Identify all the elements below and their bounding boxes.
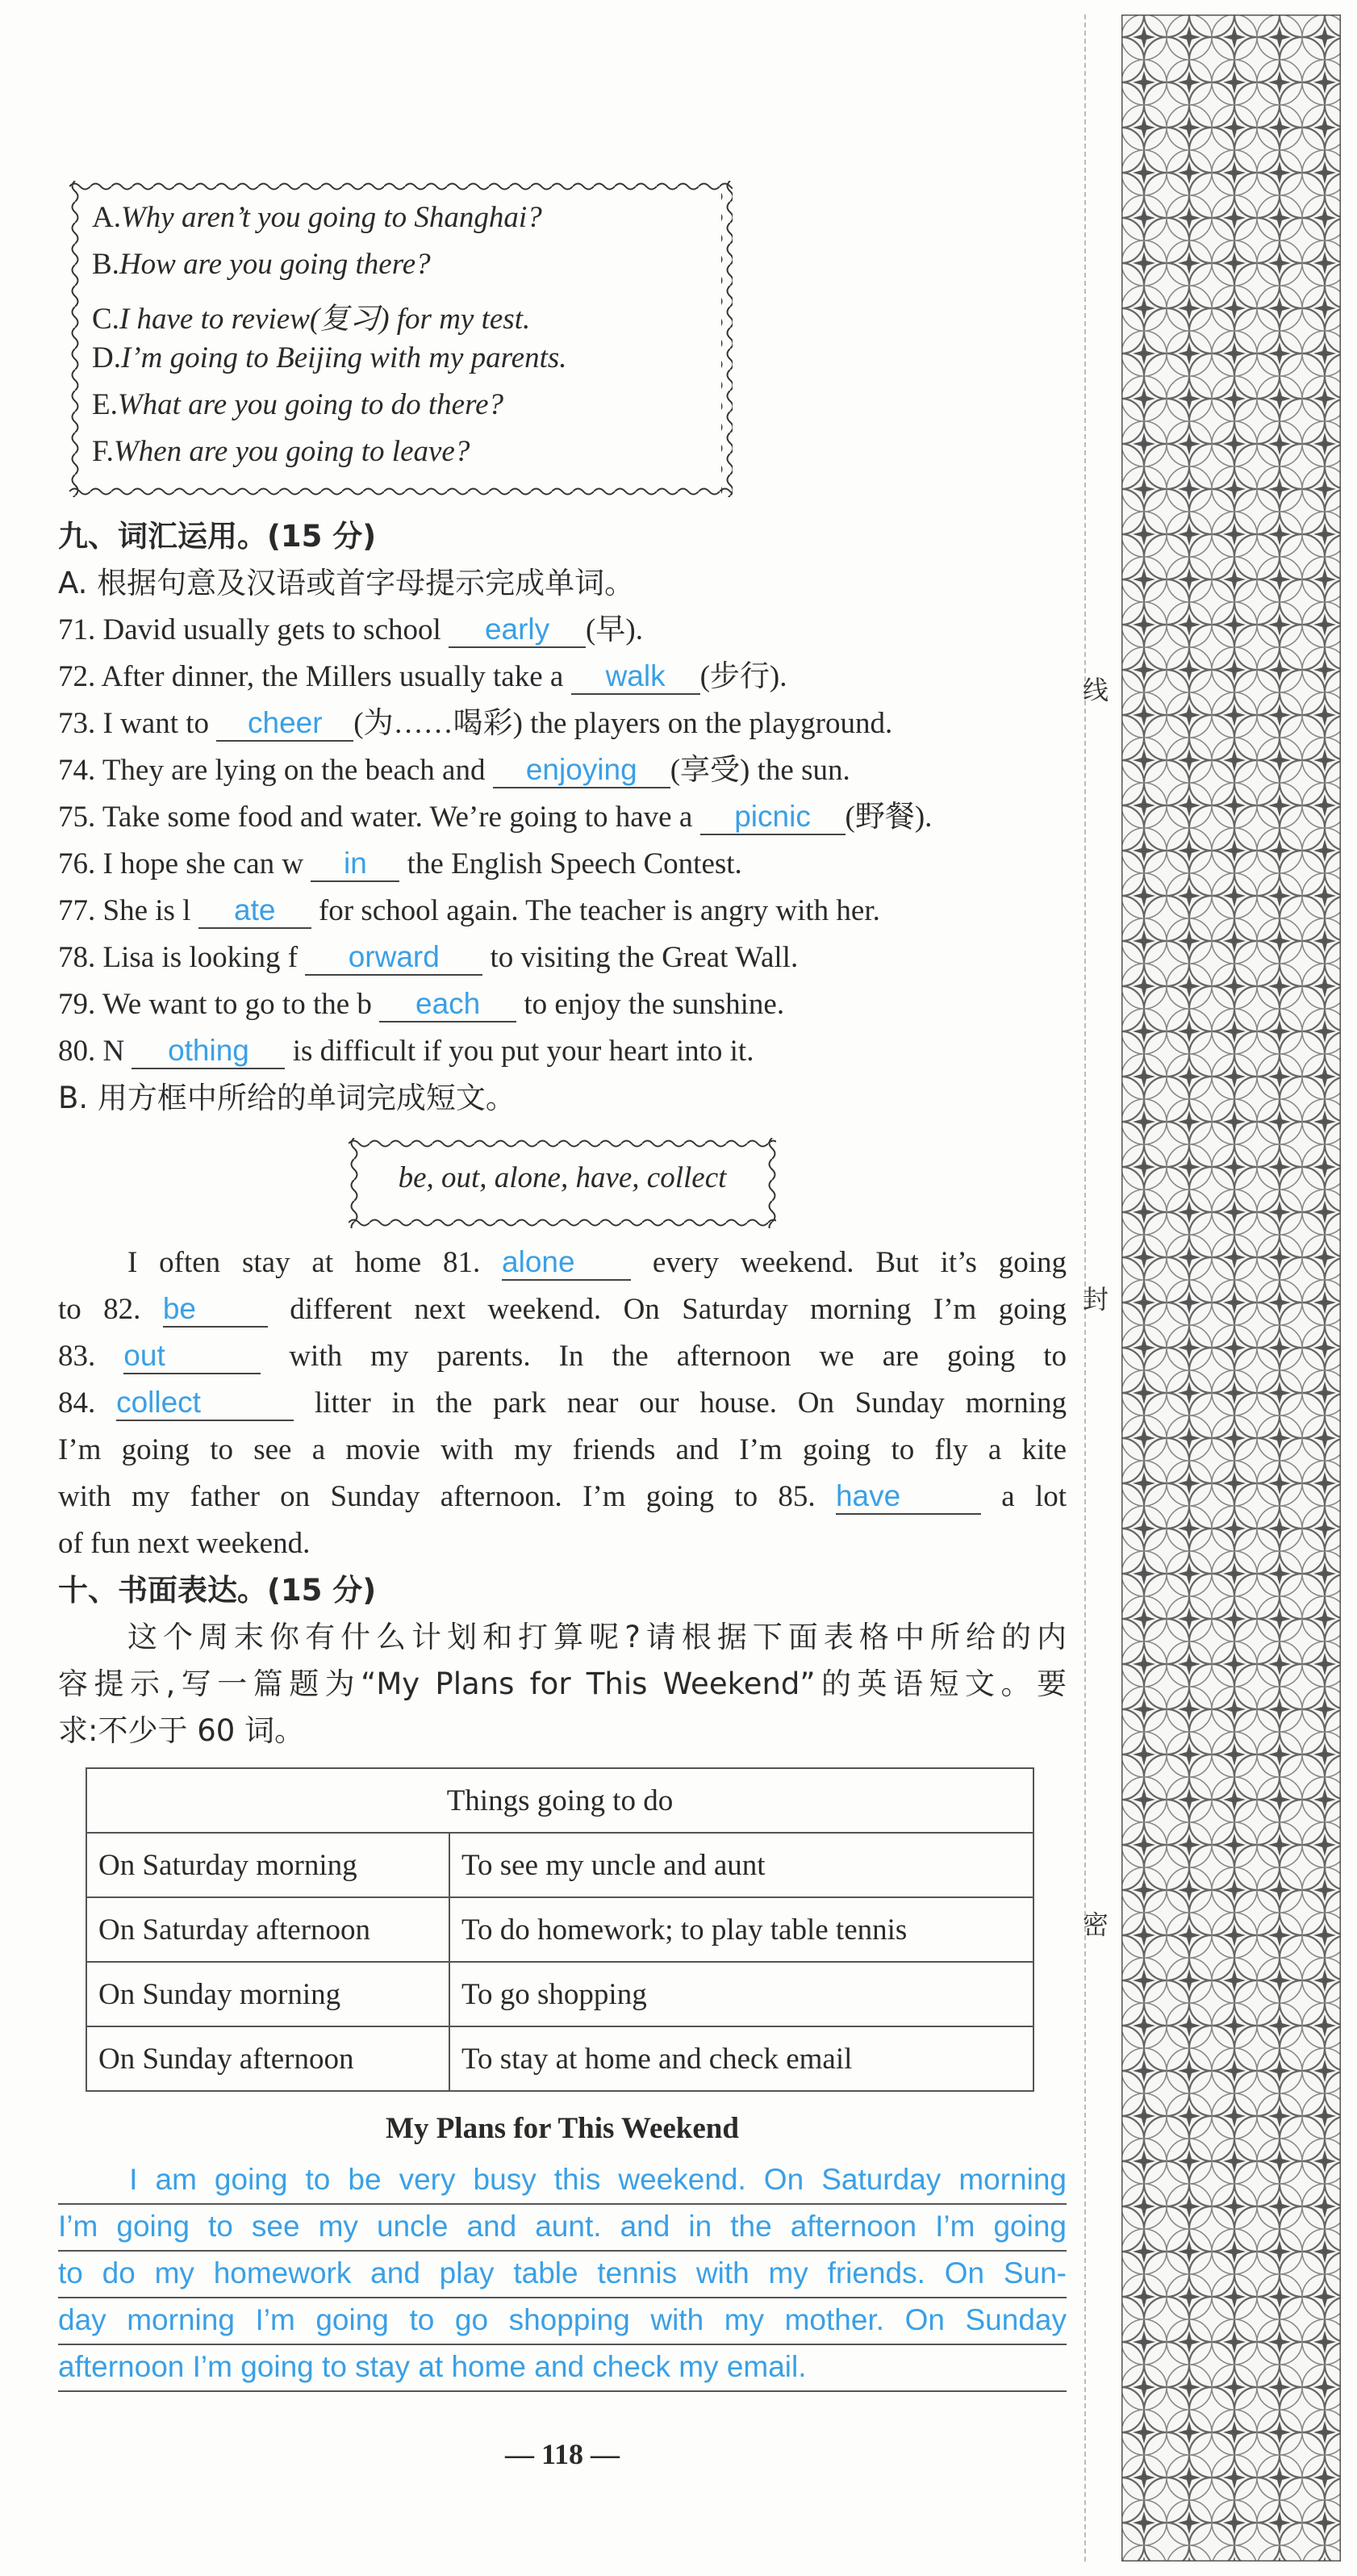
table-cell-plan: To stay at home and check email — [449, 2026, 1033, 2091]
essay-title: My Plans for This Weekend — [386, 2112, 739, 2145]
table-row — [86, 1833, 1033, 1897]
essay-line-3: to do my homework and play table tennis with my friends. On Sun- — [58, 2250, 1067, 2298]
passage-line-2: to 82. be different next weekend. On Saturday morning I’m going — [58, 1292, 1067, 1326]
option-f: F.When are you going to leave? — [92, 435, 470, 468]
question-80: 80. N othing is difficult if you put your heart into it. — [58, 1034, 754, 1068]
passage-line-6: with my father on Sunday afternoon. I’m going to 85. have a lot — [58, 1479, 1067, 1513]
question-76: 76. I hope she can w in the English Speech Contest. — [58, 847, 742, 880]
passage-line-1: I often stay at home 81. alone every weekend. But it’s going — [127, 1245, 1067, 1279]
table-cell-plan: To see my uncle and aunt — [449, 1833, 1033, 1897]
table-header-row — [86, 1768, 1033, 1833]
section9-part-b: B. 用方框中所给的单词完成短文。 — [58, 1081, 516, 1115]
passage-line-3: 83. out with my parents. In the afternoon we are going to — [58, 1339, 1067, 1373]
answer-80: othing — [132, 1034, 285, 1069]
answer-73: cheer — [216, 706, 353, 742]
question-71: 71. David usually gets to school early (早). — [58, 613, 643, 646]
answer-85: have — [836, 1479, 981, 1515]
essay-line-4: day morning I’m going to go shopping with my mother. On Sunday — [58, 2297, 1067, 2345]
question-78: 78. Lisa is looking f orward to visiting the Great Wall. — [58, 940, 799, 974]
table-row — [86, 1962, 1033, 2026]
question-74: 74. They are lying on the beach and enjoying (享受) the sun. — [58, 753, 850, 787]
answer-83: out — [123, 1339, 261, 1374]
margin-mark-xian: 线 — [1083, 675, 1109, 705]
answer-84: collect — [116, 1386, 294, 1421]
question-73: 73. I want to cheer (为……喝彩) the players on the playground. — [58, 706, 893, 740]
answer-77: ate — [198, 893, 311, 929]
instruction-line-1: 这个周末你有什么计划和打算呢?请根据下面表格中所给的内 — [127, 1620, 1067, 1654]
page-number: — 118 — — [504, 2438, 620, 2470]
question-72: 72. After dinner, the Millers usually take a walk (步行). — [58, 659, 787, 693]
passage-line-4: 84. collect litter in the park near our house. On Sunday morning — [58, 1386, 1067, 1420]
answer-76: in — [311, 847, 399, 882]
option-a: A.Why aren’t you going to Shanghai? — [92, 201, 542, 234]
question-79: 79. We want to go to the b each to enjoy the sunshine. — [58, 987, 785, 1021]
answer-75: picnic — [700, 800, 846, 835]
section9-part-a: A. 根据句意及汉语或首字母提示完成单词。 — [58, 566, 635, 600]
option-c: C.I have to review(复习) for my test. — [92, 303, 531, 336]
answer-74: enjoying — [493, 753, 670, 788]
instruction-line-3: 求:不少于 60 词。 — [58, 1713, 305, 1748]
answer-71: early — [449, 613, 586, 648]
answer-82: be — [163, 1292, 268, 1328]
word-list: be, out, alone, have, collect — [398, 1161, 727, 1194]
passage-line-7: of fun next weekend. — [58, 1527, 311, 1560]
margin-mark-mi: 密 — [1083, 1909, 1109, 1940]
table-row — [86, 1897, 1033, 1962]
answer-72: walk — [571, 659, 700, 695]
instruction-line-2: 容提示,写一篇题为“My Plans for This Weekend”的英语短文。要 — [58, 1666, 1067, 1701]
option-b: B.How are you going there? — [92, 248, 431, 281]
question-77: 77. She is l ate for school again. The teacher is angry with her. — [58, 893, 880, 927]
table-row — [86, 2026, 1033, 2091]
table-cell-time: On Saturday afternoon — [86, 1897, 449, 1962]
section10-title: 十、书面表达。(15 分) — [58, 1573, 377, 1608]
table-cell-time: On Sunday afternoon — [86, 2026, 449, 2091]
option-d: D.I’m going to Beijing with my parents. — [92, 341, 567, 374]
answer-78: orward — [305, 940, 482, 976]
table-cell-time: On Saturday morning — [86, 1833, 449, 1897]
table-cell-plan: To do homework; to play table tennis — [449, 1897, 1033, 1962]
table-cell-time: On Sunday morning — [86, 1962, 449, 2026]
answer-81: alone — [502, 1245, 631, 1281]
decorative-pattern — [1121, 15, 1341, 2561]
options-box — [69, 181, 733, 497]
table-cell-plan: To go shopping — [449, 1962, 1033, 2026]
option-e: E.What are you going to do there? — [92, 388, 504, 421]
essay-line-2: I’m going to see my uncle and aunt. and in the afternoon I’m going — [58, 2203, 1067, 2252]
table-header: Things going to do — [86, 1768, 1033, 1833]
passage-line-5: I’m going to see a movie with my friends and I’m going to fly a kite — [58, 1433, 1067, 1466]
essay-line-5: afternoon I’m going to stay at home and check my email. — [58, 2344, 1067, 2392]
plan-table — [86, 1767, 1034, 2092]
word-box — [349, 1138, 776, 1228]
margin-mark-feng: 封 — [1083, 1284, 1109, 1315]
essay-line-1: I am going to be very busy this weekend. On Saturday morning — [58, 2156, 1067, 2205]
section9-title: 九、词汇运用。(15 分) — [58, 519, 377, 554]
answer-79: each — [379, 987, 516, 1022]
question-75: 75. Take some food and water. We’re going to have a picnic (野餐). — [58, 800, 933, 834]
